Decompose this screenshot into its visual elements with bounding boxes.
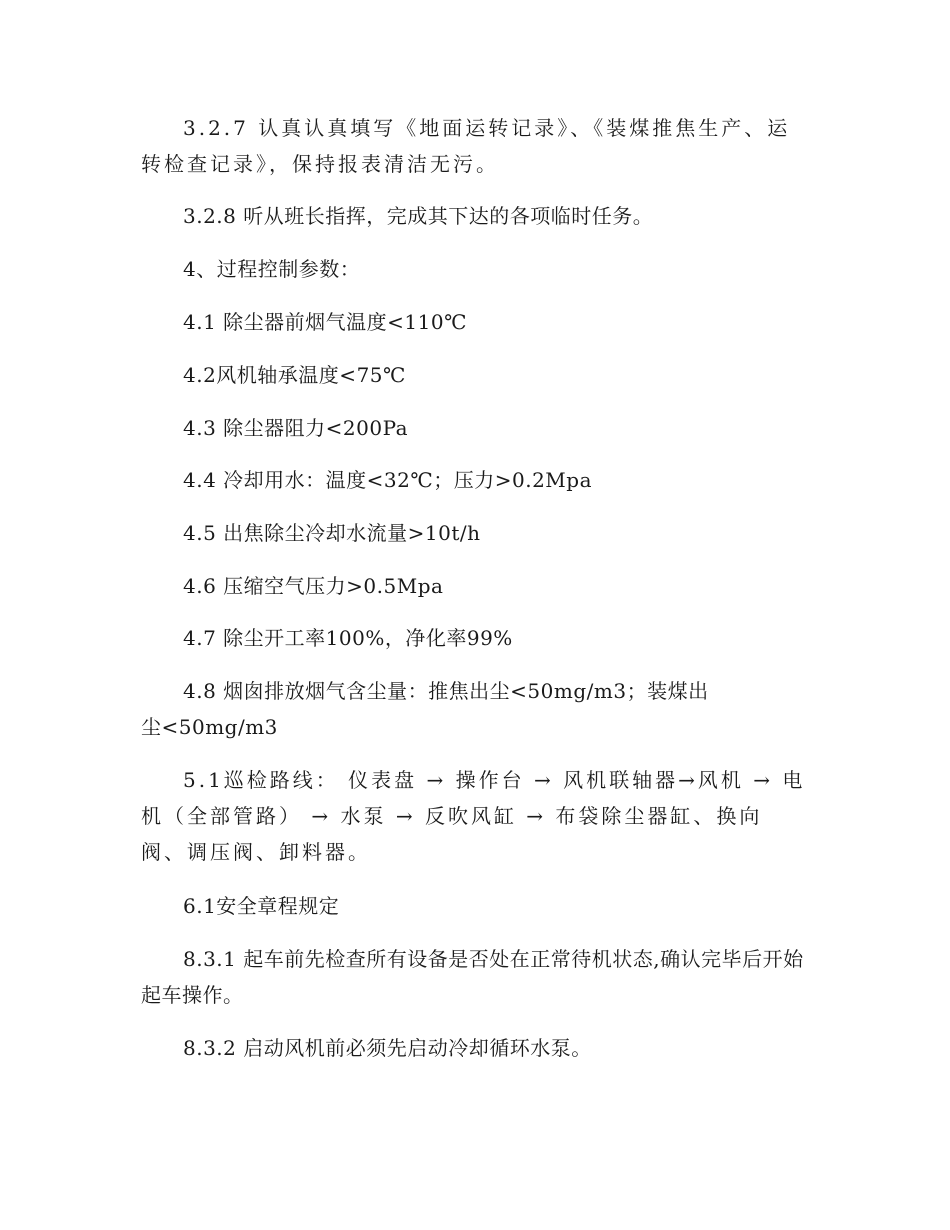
paragraph-3-2-8: 3.2.8 听从班长指挥，完成其下达的各项临时任务。	[183, 204, 654, 228]
paragraph-4-4: 4.4 冷却用水：温度<32℃；压力>0.2Mpa	[183, 468, 593, 492]
paragraph-8-3-2: 8.3.2 启动风机前必须先启动冷却循环水泵。	[183, 1036, 592, 1060]
paragraph-3-2-7: 3.2.7 认真认真填写《地面运转记录》、《装煤推焦生产、运转检查记录》，保持报表清洁无污。	[141, 116, 791, 176]
paragraph-4-1: 4.1 除尘器前烟气温度<110℃	[183, 310, 467, 334]
paragraph-4-2: 4.2风机轴承温度<75℃	[183, 363, 406, 387]
paragraph-4-heading: 4、过程控制参数：	[183, 257, 361, 281]
paragraph-4-7: 4.7 除尘开工率100%，净化率99%	[183, 626, 513, 650]
paragraph-5-1: 5.1巡检路线： 仪表盘 → 操作台 → 风机联轴器→风机 → 电机（全部管路） → 水泵 → 反吹风缸 → 布袋除尘器缸、换向阀、调压阀、卸料器。	[141, 768, 806, 864]
paragraph-4-8: 4.8 烟囱排放烟气含尘量：推焦出尘<50mg/m3；装煤出尘<50mg/m3	[141, 679, 709, 739]
paragraph-6-1: 6.1安全章程规定	[183, 894, 340, 918]
paragraph-8-3-1: 8.3.1 起车前先检查所有设备是否处在正常待机状态,确认完毕后开始起车操作。	[141, 947, 804, 1007]
paragraph-4-5: 4.5 出焦除尘冷却水流量>10t/h	[183, 521, 481, 545]
paragraph-4-6: 4.6 压缩空气压力>0.5Mpa	[183, 574, 444, 598]
paragraph-4-3: 4.3 除尘器阻力<200Pa	[183, 416, 409, 440]
